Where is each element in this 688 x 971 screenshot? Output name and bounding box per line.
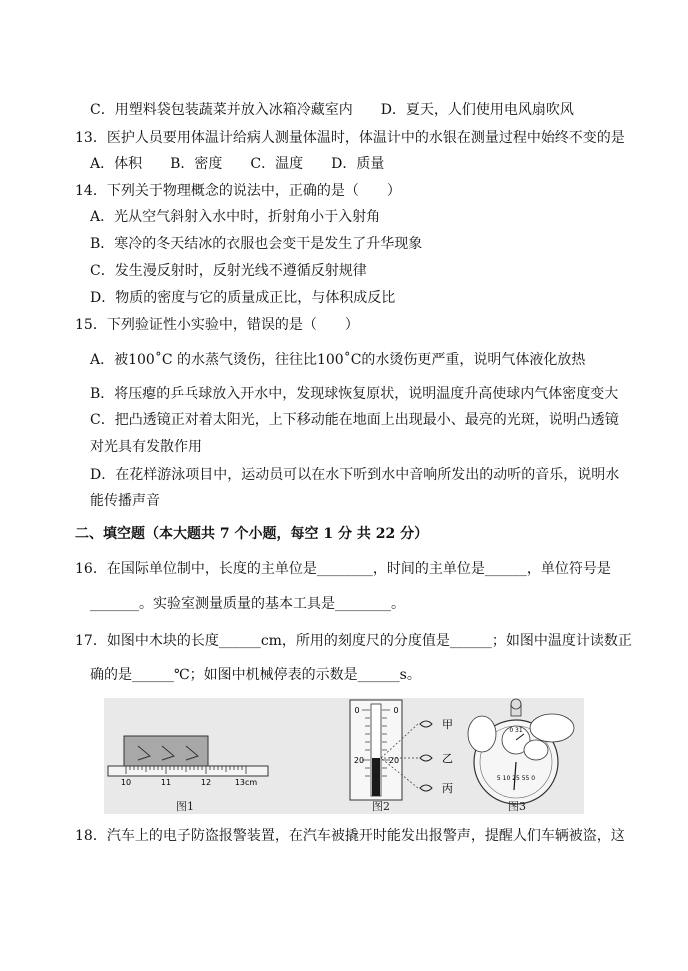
q13-stem: 13．医护人员要用体温计给病人测量体温时，体温计中的水银在测量过程中始终不变的是: [75, 130, 625, 146]
thermo-scale-20-left: 20: [353, 756, 365, 765]
ruler-tick-10: 10: [120, 778, 132, 787]
figure-panel: [104, 698, 584, 814]
q12-option-c-d: C．用塑料袋包装蔬菜并放入冰箱冷藏室内 D．夏天，人们使用电风扇吹风: [90, 102, 574, 118]
q15-option-c-line2: 对光具有发散作用: [90, 439, 202, 455]
stopwatch-subdial-text: 0 31: [509, 727, 523, 734]
q16-line1: 16．在国际单位制中，长度的主单位是________，时间的主单位是______，单位符号是: [75, 561, 611, 577]
eye-label-bing: 丙: [442, 782, 453, 795]
stopwatch-main-dial-text: 5 10 25 55 0: [496, 775, 536, 782]
q15-stem: 15．下列验证性小实验中，错误的是（ ）: [75, 317, 359, 333]
q15-option-d-line1: D．在花样游泳项目中，运动员可以在水下听到水中音响所发出的动听的音乐，说明水: [90, 467, 620, 483]
q15-option-d-line2: 能传播声音: [90, 493, 160, 509]
figure-1-ruler: [108, 736, 268, 787]
thermo-scale-0-left: 0: [354, 706, 360, 715]
eye-icon: [420, 721, 432, 791]
q17-line1: 17．如图中木块的长度______cm，所用的刻度尺的分度值是______；如图中温度计读数正: [75, 633, 632, 649]
figure-2-label: 图2: [372, 800, 390, 813]
eye-label-jia: 甲: [442, 718, 453, 731]
figure-3-label: 图3: [508, 800, 526, 813]
eye-label-yi: 乙: [442, 752, 453, 765]
thermo-scale-0-right: 0: [393, 706, 399, 715]
q15-option-a: A．被100˚C 的水蒸气烫伤，往往比100˚C的水烫伤更严重，说明气体液化放热: [90, 352, 586, 368]
q14-option-a: A．光从空气斜射入水中时，折射角小于入射角: [90, 209, 381, 225]
q13-options: A．体积 B．密度 C．温度 D．质量: [90, 156, 385, 172]
ruler-tick-11: 11: [160, 778, 172, 787]
thermo-scale-20-right: 20: [388, 756, 400, 765]
q14-option-c: C．发生漫反射时，反射光线不遵循反射规律: [90, 263, 367, 279]
q15-option-b: B．将压瘪的乒乓球放入开水中，发现球恢复原状，说明温度升高使球内气体密度变大: [90, 386, 619, 402]
section-2-heading: 二、填空题（本大题共 7 个小题，每空 1 分 共 22 分）: [75, 526, 429, 542]
q14-stem: 14．下列关于物理概念的说法中，正确的是（ ）: [75, 183, 401, 199]
q18-stem: 18．汽车上的电子防盗报警装置，在汽车被撬开时能发出报警声，提醒人们车辆被盗，这: [75, 828, 625, 844]
q14-option-d: D．物质的密度与它的质量成正比，与体积成反比: [90, 290, 396, 306]
q14-option-b: B．寒冷的冬天结冰的衣服也会变干是发生了升华现象: [90, 236, 423, 252]
q15-option-c-line1: C．把凸透镜正对着太阳光，上下移动能在地面上出现最小、最亮的光斑，说明凸透镜: [90, 412, 619, 428]
figure-1-label: 图1: [176, 800, 194, 813]
figures-svg: [104, 698, 584, 814]
figure-2-thermometer: [350, 700, 453, 800]
q17-line2: 确的是______℃；如图中机械停表的示数是______s。: [90, 667, 421, 683]
figure-3-stopwatch: [468, 699, 574, 804]
q16-line2: _______。实验室测量质量的基本工具是________。: [90, 596, 405, 612]
ruler-tick-12: 12: [200, 778, 212, 787]
ruler-tick-13cm: 13cm: [234, 778, 258, 787]
